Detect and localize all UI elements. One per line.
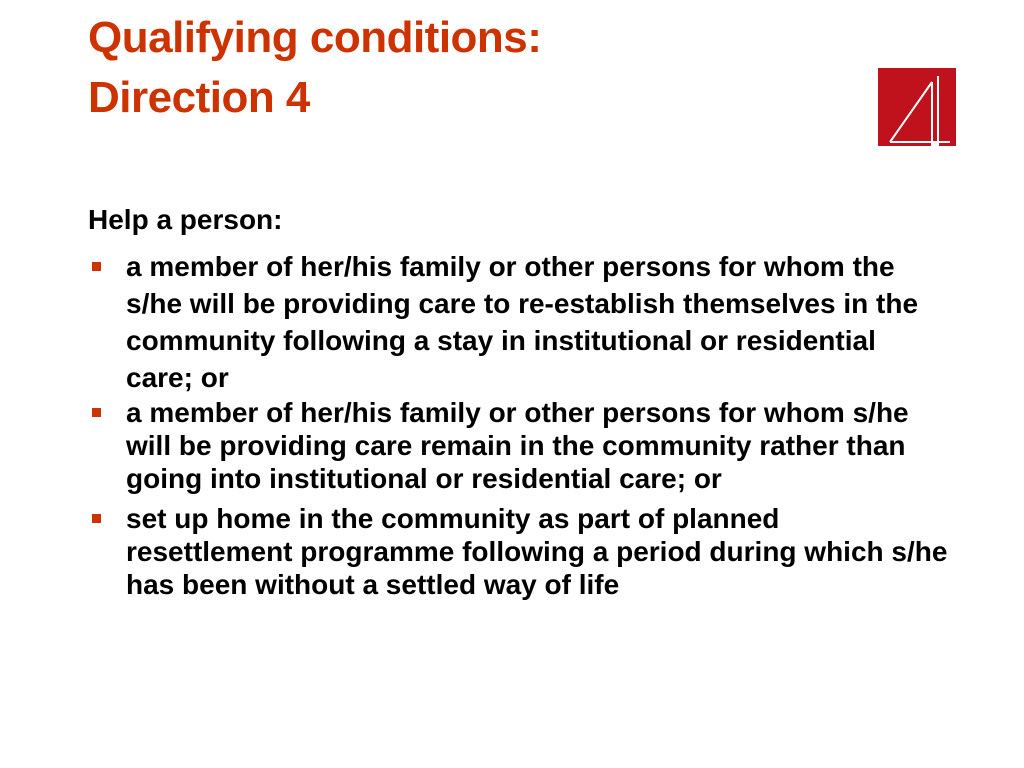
bullet-text: a member of her/his family or other persons for whom s/he will be providing care remain in the community rather than going into institutional or residential care; or xyxy=(126,397,909,494)
bullet-item xyxy=(88,396,948,495)
bullet-text: a member of her/his family or other persons for whom the s/he will be providing care to re-establish themselves in the community following a stay in institutional or residential care; or xyxy=(126,251,919,393)
slide-title-line2: Direction 4 xyxy=(88,73,310,122)
bullet-text: set up home in the community as part of planned resettlement programme following a period during which s/he has been without a settled way of life xyxy=(126,503,948,600)
red-number-4-logo-icon xyxy=(878,68,956,146)
intro-text: Help a person: xyxy=(88,204,283,235)
square-bullet-icon xyxy=(92,262,101,271)
slide-title xyxy=(88,8,848,128)
slide-title-line1: Qualifying conditions: xyxy=(88,13,542,62)
square-bullet-icon xyxy=(92,514,101,523)
bullet-item xyxy=(88,502,948,601)
bullet-item xyxy=(88,248,948,396)
bullet-list xyxy=(88,248,948,601)
square-bullet-icon xyxy=(92,408,101,417)
